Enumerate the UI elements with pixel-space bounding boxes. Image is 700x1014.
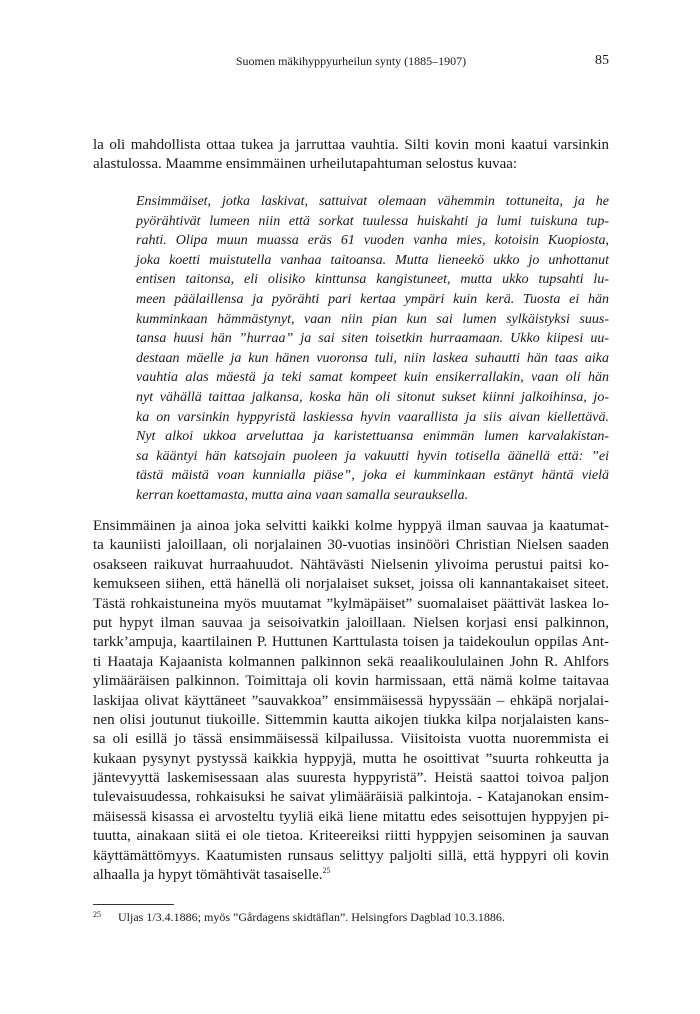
text-line: Ensimmäinen ja ainoa joka selvitti kaikki kolme hyppyä ilman sauvaa ja kaatumat- xyxy=(93,518,609,534)
quote-line: nyt vähällä taittaa jalkansa, koska hän oli sitonut sukset kiinni jalkoihinsa, jo- xyxy=(136,389,609,405)
quote-line: tansa huusi hän ”hurraa” ja sai siten toisetkin hurraamaan. Ukko kiipesi uu- xyxy=(136,331,609,347)
quote-line: ka on varsinkin hyppyristä laskiessa hyvin vaarallista ja siis aivan kiellettävä. xyxy=(136,409,609,425)
quote-line: destaan mäelle ja kun hänen vuoronsa tuli, niin laskea suhautti hän taas aika xyxy=(136,350,609,366)
quote-line: joka koetti muistutella vanhaa taitoansa. Mutta lieneekö ukko jo unhottanut xyxy=(136,252,609,268)
text-line: käyttämättömyys. Kaatumisten runsaus selittyy paljolti sillä, että hyppyri oli kovin xyxy=(93,847,609,864)
text-line-content: alhaalla ja hypyt tömähtivät tasaiselle. xyxy=(93,867,323,884)
quote-line: kumminkaan hämmästynyt, vaan niin pian kun sai lumen sylkäistyksi suus- xyxy=(136,311,609,327)
quote-line: vauhtia alas mäestä ja teki samat kompeet kuin ensikerrallakin, vaan oli hän xyxy=(136,370,609,386)
quote-line: kerran koettamasta, mutta aina vaan samalla seurauksella. xyxy=(136,487,469,503)
quote-line: Ensimmäiset, jotka laskivat, sattuivat olemaan vähemmin tottuneita, ja he xyxy=(136,194,609,209)
text-line: tarkk’ampuja, kaartilainen P. Huttunen Karttulasta toisen ja taidekoulun oppilas Ant- xyxy=(93,634,609,651)
intro-paragraph xyxy=(93,136,609,175)
quote-line: tästä mäistä voan kunnialla piäse”, joka ei kumminkaan estänyt häntä vielä xyxy=(136,468,609,484)
quote-line: Nyt alkoi ukkoa arveluttaa ja karistettuansa enimmän lumen karvalakistan- xyxy=(136,429,609,445)
footnote-marker: 25 xyxy=(93,910,101,919)
text-line: ylimääräisen palkinnon. Toimittaja oli kovin harmissaan, että nämä kolme taitavaa xyxy=(93,673,609,690)
text-line: mäisessä kisassa ei arvosteltu tyyliä eikä liene mitattu edes seisottujen hyppyjen pi- xyxy=(93,808,609,825)
text-line: ti Haataja Kajaanista kolmannen palkinnon sekä reaalikoululainen John R. Ahlfors xyxy=(93,653,609,670)
text-line: put hypyt ilman sauvaa ja seisoivatkin jaloillaan. Nielsen korjasi ensi palkinnon, xyxy=(93,614,609,631)
body-paragraph xyxy=(93,517,609,885)
quote-line: entisen taitonsa, eli olisiko kinttunsa kangistuneet, mutta ukko tupsahti lu- xyxy=(136,272,609,288)
text-line: alastulossa. Maamme ensimmäinen urheilutapahtuman selostus kuvaa: xyxy=(93,156,518,173)
text-line: ta kauniisti jaloillaan, oli norjalainen 30-vuotias insinööri Christian Nielsen saaden xyxy=(93,537,609,554)
text-line: laskijaa olivat käyttäneet ”sauvakkoa” ensimmäisessä hypyssään – ehkäpä norjalai- xyxy=(93,692,609,709)
text-line: tulevaisuudessa, rohkaisuksi he saivat ylimääräisiä palkintoja. - Katajanokan ensim- xyxy=(93,789,609,806)
text-line-final xyxy=(93,866,609,885)
text-line: kemukseen siihen, että hänellä oli norjalaiset sukset, joissa oli kannantakaiset siteet. xyxy=(93,576,609,593)
text-line: osakseen raikuvat hurraahuudot. Nähtävästi Nielsenin ylivoima perustui paitsi ko- xyxy=(93,556,609,573)
quote-line: sa kääntyi hän katsojain puoleen ja vakuutti hyvin totisella äänellä että: ”ei xyxy=(136,448,609,464)
quote-line: meen päälaillensa ja pyörähti pari kertaa ympäri kuin kerä. Tuosta ei hän xyxy=(136,291,609,307)
text-line: kukaan pysynyt pystyssä kaikkia hyppyjä, mutta he osoittivat ”suurta rohkeutta ja xyxy=(93,750,609,767)
text-line: sa oli esillä jo tässä ensimmäisessä kilpailussa. Viisitoista vuotta nuoremmista ei xyxy=(93,731,609,748)
footnote-reference[interactable]: 25 xyxy=(322,866,331,876)
text-line: tuutta, ainakaan siitä ei ole tietoa. Kriteereiksi riitti hyppyjen seisominen ja sauvan xyxy=(93,828,609,845)
footnote-text: Uljas 1/3.4.1886; myös ”Gårdagens skidtäflan”. Helsingfors Dagblad 10.3.1886. xyxy=(118,910,505,924)
page-number: 85 xyxy=(595,53,609,68)
running-title: Suomen mäkihyppyurheilun synty (1885–1907) xyxy=(235,54,467,68)
quote-line: pyörähtivät lumeen niin että sorkat tuulessa huiskahti ja lumi tuiskuna tup- xyxy=(136,213,609,229)
quote-line: rahti. Olipa muun muassa eräs 61 vuoden vanha mies, kotoisin Kuopiosta, xyxy=(136,233,609,249)
text-line: la oli mahdollista ottaa tukea ja jarruttaa vauhtia. Silti kovin moni kaatui varsinkin xyxy=(93,137,609,153)
text-line: jäntevyyttä laskemisessaan alas suuresta hyppyristä”. Heistä saattoi toivoa paljon xyxy=(93,770,609,787)
text-line: nen olisi joutunut tiukoille. Sittemmin kautta aikojen tiukka kilpa norjalaisten kans- xyxy=(93,711,609,728)
text-line: Tästä rohkaistuneina myös muutamat ”kylmäpäiset” suomalaiset päättivät laskea lo- xyxy=(93,595,609,612)
block-quote xyxy=(136,192,609,506)
footnote-separator xyxy=(93,904,174,905)
